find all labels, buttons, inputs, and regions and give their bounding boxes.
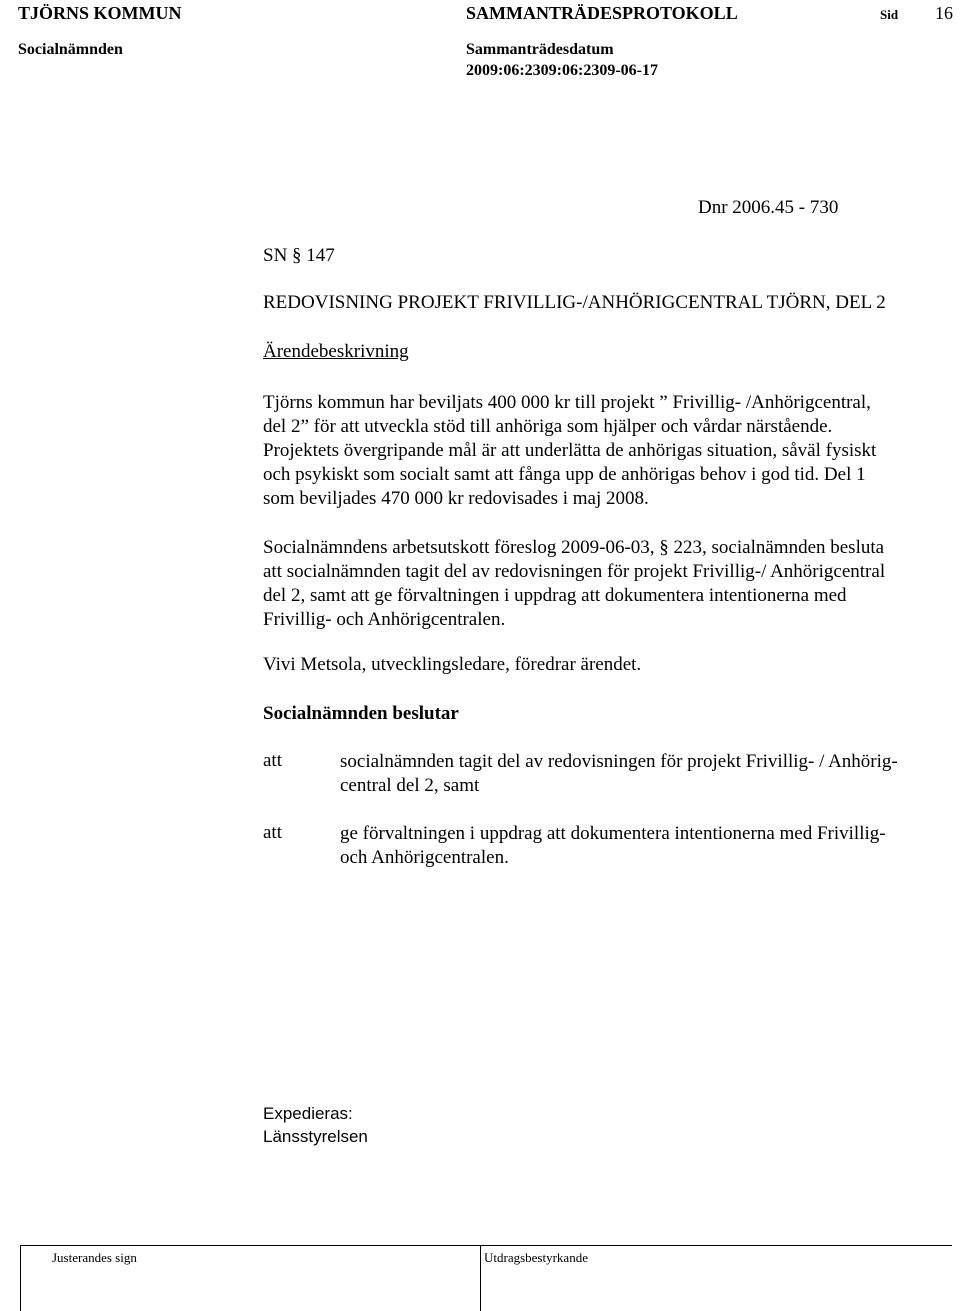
decision-line: och Anhörigcentralen. bbox=[340, 847, 509, 868]
decision-line: socialnämnden tagit del av redovisningen för projekt Frivillig- / Anhörig- bbox=[340, 751, 898, 772]
committee-proposal-paragraph bbox=[263, 536, 885, 632]
decision-item bbox=[340, 750, 898, 798]
decision-line: ge förvaltningen i uppdrag att dokumentera intentionerna med Frivillig- bbox=[340, 823, 886, 844]
meeting-date-label: Sammanträdesdatum bbox=[466, 41, 614, 58]
page-number: 16 bbox=[935, 3, 953, 23]
paragraph-line: och psykiskt som socialt samt att fånga upp de anhörigas behov i god tid. Del 1 bbox=[263, 464, 866, 485]
paragraph-line: Projektets övergripande mål är att underlätta de anhörigas situation, såväl fysiskt bbox=[263, 440, 877, 461]
case-description-heading: Ärendebeskrivning bbox=[263, 341, 409, 362]
page-label: Sid bbox=[880, 7, 899, 22]
paragraph-line: Frivillig- och Anhörigcentralen. bbox=[263, 609, 506, 630]
extract-certification-label: Utdragsbestyrkande bbox=[484, 1250, 588, 1265]
document-title: REDOVISNING PROJEKT FRIVILLIG-/ANHÖRIGCENTRAL TJÖRN, DEL 2 bbox=[263, 292, 886, 313]
dispatch-recipient: Länsstyrelsen bbox=[263, 1127, 368, 1146]
meeting-date: 2009:06:2309:06:2309-06-17 bbox=[466, 62, 658, 79]
document-type: SAMMANTRÄDESPROTOKOLL bbox=[466, 3, 738, 23]
municipality-name: TJÖRNS KOMMUN bbox=[18, 3, 182, 23]
paragraph-line: att socialnämnden tagit del av redovisningen för projekt Frivillig-/ Anhörigcentral bbox=[263, 561, 886, 582]
justify-signature-label: Justerandes sign bbox=[52, 1250, 137, 1265]
footer-left-divider bbox=[20, 1245, 21, 1311]
dispatch-label: Expedieras: bbox=[263, 1104, 353, 1123]
presenter-line: Vivi Metsola, utvecklingsledare, föredrar ärendet. bbox=[263, 654, 642, 675]
paragraph-line: del 2” för att utveckla stöd till anhöriga som hjälper och vårdar närstående. bbox=[263, 416, 833, 437]
board-name: Socialnämnden bbox=[18, 41, 123, 58]
section-number: SN § 147 bbox=[263, 245, 335, 266]
case-description-paragraph bbox=[263, 391, 876, 511]
paragraph-line: som beviljades 470 000 kr redovisades i maj 2008. bbox=[263, 488, 649, 509]
decision-item bbox=[340, 822, 886, 870]
decision-heading: Socialnämnden beslutar bbox=[263, 703, 459, 724]
paragraph-line: Socialnämndens arbetsutskott föreslog 2009-06-03, § 223, socialnämnden besluta bbox=[263, 537, 885, 558]
decision-marker: att bbox=[263, 750, 282, 771]
paragraph-line: del 2, samt att ge förvaltningen i uppdrag att dokumentera intentionerna med bbox=[263, 585, 847, 606]
case-number: Dnr 2006.45 - 730 bbox=[698, 197, 839, 218]
footer-middle-divider bbox=[480, 1245, 481, 1311]
decision-marker: att bbox=[263, 822, 282, 843]
paragraph-line: Tjörns kommun har beviljats 400 000 kr till projekt ” Frivillig- /Anhörigcentral, bbox=[263, 392, 871, 413]
footer-top-rule bbox=[20, 1245, 952, 1246]
decision-line: central del 2, samt bbox=[340, 775, 480, 796]
